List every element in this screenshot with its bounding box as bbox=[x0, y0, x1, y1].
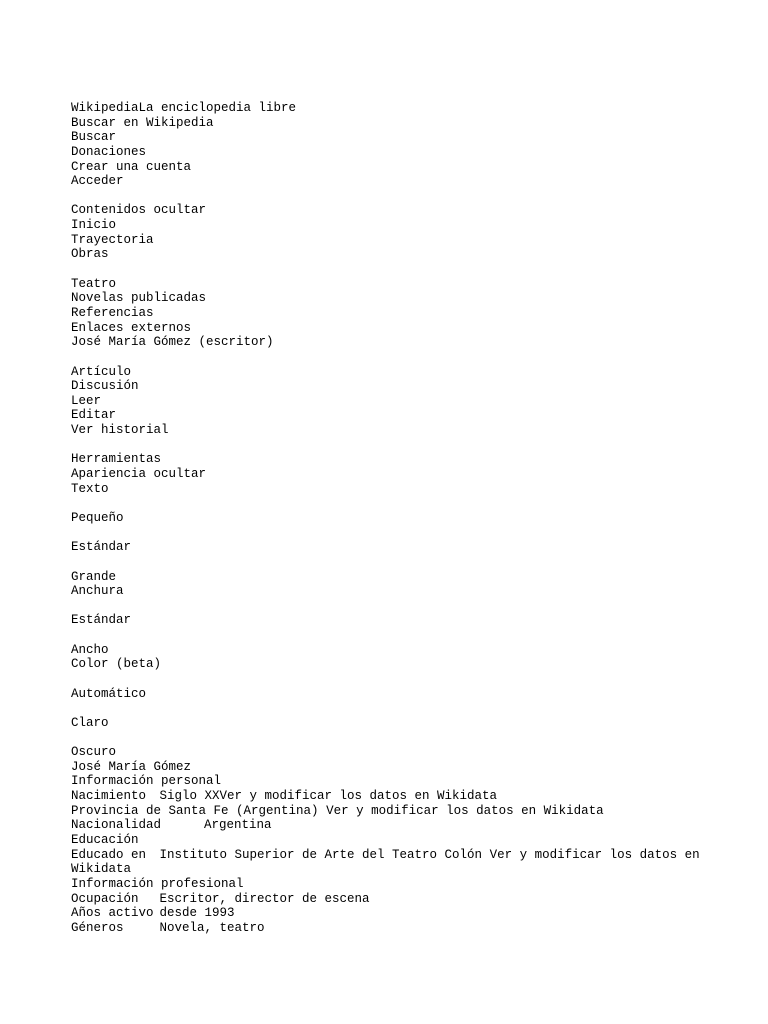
educated-value[interactable]: Instituto Superior de Arte del Teatro Colón bbox=[159, 847, 483, 862]
genres-value[interactable]: Novela, teatro bbox=[159, 920, 265, 935]
site-tagline: La enciclopedia libre bbox=[138, 101, 297, 115]
infobox-row-active bbox=[71, 906, 761, 921]
spacer bbox=[71, 350, 761, 365]
wikidata-edit-link[interactable]: Ver y modificar los datos en Wikidata bbox=[219, 789, 498, 804]
text-size-standard-option[interactable]: Estándar bbox=[71, 540, 132, 555]
spacer bbox=[71, 262, 761, 277]
spacer bbox=[71, 628, 761, 643]
active-value: desde 1993 bbox=[159, 906, 235, 921]
color-dark-option[interactable]: Oscuro bbox=[71, 745, 117, 760]
birth-label: Nacimiento bbox=[71, 789, 147, 804]
occupation-value[interactable]: Escritor, director de escena bbox=[159, 891, 370, 906]
infobox-title: José María Gómez bbox=[71, 759, 192, 774]
spacer bbox=[71, 496, 761, 511]
toc-item-trayectoria[interactable]: Trayectoria bbox=[71, 232, 154, 247]
tab-read[interactable]: Leer bbox=[71, 393, 102, 408]
infobox-row-nationality bbox=[71, 818, 761, 833]
text-size-large-option[interactable]: Grande bbox=[71, 569, 117, 584]
site-header bbox=[71, 101, 761, 116]
color-light-option[interactable]: Claro bbox=[71, 715, 109, 730]
appearance-header bbox=[71, 467, 761, 482]
spacer bbox=[71, 526, 761, 541]
birth-value[interactable]: Siglo XX bbox=[159, 789, 220, 804]
login-link[interactable]: Acceder bbox=[71, 174, 124, 189]
tools-menu[interactable]: Herramientas bbox=[71, 452, 162, 467]
toc-item-referencias[interactable]: Referencias bbox=[71, 305, 154, 320]
appearance-hide-button[interactable]: ocultar bbox=[153, 467, 207, 482]
width-wide-option[interactable]: Ancho bbox=[71, 642, 109, 657]
page-content bbox=[71, 101, 761, 936]
nationality-label: Nacionalidad bbox=[71, 818, 162, 833]
text-size-small-option[interactable]: Pequeño bbox=[71, 510, 124, 525]
tab-edit[interactable]: Editar bbox=[71, 408, 117, 423]
infobox-personal-header: Información personal bbox=[71, 774, 222, 789]
infobox-row-birth bbox=[71, 789, 761, 804]
infobox-professional-header: Información profesional bbox=[71, 876, 244, 891]
spacer bbox=[71, 731, 761, 746]
wikidata-edit-link[interactable]: Ver y modificar los datos en Wikidata bbox=[326, 803, 604, 818]
occupation-label: Ocupación bbox=[71, 891, 139, 906]
birth-place-value[interactable]: Provincia de Santa Fe (Argentina) bbox=[71, 803, 319, 818]
spacer bbox=[71, 189, 761, 204]
wikipedia-logo-link[interactable]: Wikipedia bbox=[71, 101, 139, 115]
spacer bbox=[71, 555, 761, 570]
infobox-row-birthplace bbox=[71, 804, 761, 819]
spacer bbox=[71, 438, 761, 453]
toc-header bbox=[71, 203, 761, 218]
tab-history[interactable]: Ver historial bbox=[71, 423, 169, 438]
tab-talk[interactable]: Discusión bbox=[71, 379, 139, 394]
width-standard-option[interactable]: Estándar bbox=[71, 613, 132, 628]
toc-item-novelas[interactable]: Novelas publicadas bbox=[71, 291, 207, 306]
toc-hide-button[interactable]: ocultar bbox=[153, 203, 207, 218]
spacer bbox=[71, 599, 761, 614]
tab-article[interactable]: Artículo bbox=[71, 364, 132, 379]
donate-link[interactable]: Donaciones bbox=[71, 144, 147, 159]
genres-label: Géneros bbox=[71, 920, 124, 935]
active-label: Años activo bbox=[71, 906, 154, 921]
toc-item-inicio[interactable]: Inicio bbox=[71, 218, 117, 233]
infobox-education-header: Educación bbox=[71, 833, 139, 848]
create-account-link[interactable]: Crear una cuenta bbox=[71, 159, 192, 174]
spacer bbox=[71, 672, 761, 687]
toc-item-teatro[interactable]: Teatro bbox=[71, 276, 117, 291]
toc-item-enlaces[interactable]: Enlaces externos bbox=[71, 320, 192, 335]
wikidata-edit-link[interactable]: Ver y modificar los datos en Wikidata bbox=[71, 847, 700, 877]
educated-label: Educado en bbox=[71, 847, 147, 862]
infobox-row-genres bbox=[71, 921, 761, 936]
toc-item-obras[interactable]: Obras bbox=[71, 247, 109, 262]
page-title: José María Gómez (escritor) bbox=[71, 335, 274, 350]
width-label: Anchura bbox=[71, 584, 124, 599]
search-button[interactable]: Buscar bbox=[71, 130, 117, 145]
search-input[interactable]: Buscar en Wikipedia bbox=[71, 115, 214, 130]
toc-title: Contenidos bbox=[71, 203, 147, 218]
color-label: Color (beta) bbox=[71, 657, 162, 672]
appearance-title: Apariencia bbox=[71, 467, 147, 482]
spacer bbox=[71, 701, 761, 716]
infobox-row-occupation bbox=[71, 892, 761, 907]
text-size-label: Texto bbox=[71, 481, 109, 496]
infobox-row-educated bbox=[71, 848, 761, 877]
nationality-value[interactable]: Argentina bbox=[204, 818, 272, 833]
color-auto-option[interactable]: Automático bbox=[71, 686, 147, 701]
